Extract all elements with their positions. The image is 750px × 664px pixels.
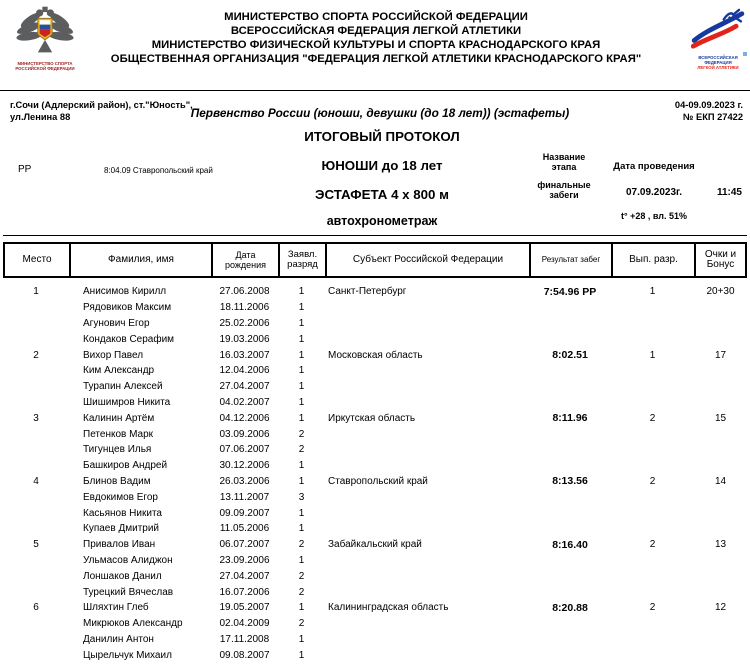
place-cell: 5 xyxy=(33,539,39,551)
rank-cell: 1 xyxy=(298,302,305,314)
dob-cell: 19.03.2006 xyxy=(219,333,270,345)
dob-cell: 04.02.2007 xyxy=(219,396,270,408)
place-cell: 1 xyxy=(33,286,39,298)
rank-cell: 1 xyxy=(298,412,305,424)
federation-swoosh-icon xyxy=(691,8,745,50)
rank-cell: 2 xyxy=(298,618,305,630)
rank-cell: 2 xyxy=(298,570,305,582)
team-row-line xyxy=(3,553,747,569)
name-cell: Ульмасов Алиджон xyxy=(83,554,173,566)
ministry-of-sport-emblem xyxy=(12,4,78,71)
name-cell: Башкиров Андрей xyxy=(83,460,168,472)
rank-cell: 1 xyxy=(298,317,305,329)
points-cell: 20+30 xyxy=(706,286,735,298)
logo-blue-square xyxy=(743,52,747,56)
org-line-1: МИНИСТЕРСТВО СПОРТА РОССИЙСКОЙ ФЕДЕРАЦИИ xyxy=(224,11,528,23)
team-row-line xyxy=(3,363,747,379)
region-cell: Забайкальский край xyxy=(328,539,422,551)
name-cell: Шляхтин Глеб xyxy=(83,602,149,614)
name-cell: Кондаков Серафим xyxy=(83,333,175,345)
header-divider xyxy=(0,90,750,91)
team-row-line xyxy=(3,521,747,537)
name-cell: Ким Александр xyxy=(83,365,155,377)
event-date-value: 07.09.2023г. xyxy=(626,187,682,198)
athletics-federation-logo xyxy=(689,8,747,71)
result-cell: 8:13.56 xyxy=(552,475,588,488)
weather-conditions: t° +28 , вл. 51% xyxy=(620,211,687,221)
team-row-line xyxy=(3,426,747,442)
rank-cell: 1 xyxy=(298,381,305,393)
dob-cell: 07.06.2007 xyxy=(219,444,270,456)
event-name: ЭСТАФЕТА 4 х 800 м xyxy=(315,187,449,202)
team-row-line xyxy=(3,584,747,600)
ekp-number: № ЕКП 27422 xyxy=(683,111,743,122)
team-row-first-line xyxy=(3,347,747,363)
rank-cell: 1 xyxy=(298,602,305,614)
rank-cell: 1 xyxy=(298,633,305,645)
rank-cell: 1 xyxy=(298,333,305,345)
dob-cell: 09.08.2007 xyxy=(219,649,270,661)
name-cell: Лоншаков Данил xyxy=(83,570,162,582)
team-row-line xyxy=(3,489,747,505)
stage-name-value: финальные забеги xyxy=(537,180,591,200)
col-header-rank: Заявл. разряд xyxy=(280,244,327,276)
dob-cell: 27.04.2007 xyxy=(219,381,270,393)
dob-cell: 23.09.2006 xyxy=(219,554,270,566)
place-cell: 4 xyxy=(33,475,39,487)
rank-cell: 2 xyxy=(298,428,305,440)
rank-cell: 1 xyxy=(298,286,305,298)
team-row-first-line xyxy=(3,537,747,553)
event-time-value: 11:45 xyxy=(716,187,742,198)
dob-cell: 03.09.2006 xyxy=(219,428,270,440)
col-header-dob: Дата рождения xyxy=(213,244,280,276)
dob-cell: 17.11.2008 xyxy=(219,633,270,645)
rank-cell: 1 xyxy=(298,349,305,361)
double-eagle-icon xyxy=(16,4,74,56)
table-top-rule xyxy=(3,235,747,236)
region-cell: Ставропольский край xyxy=(328,475,428,487)
name-cell: Тигунцев Илья xyxy=(83,444,152,456)
name-cell: Турецкий Вячеслав xyxy=(83,586,174,598)
right-logo-caption-line2: ЛЕГКОЙ АТЛЕТИКИ xyxy=(697,65,739,71)
team-row-line xyxy=(3,568,747,584)
rank-cell: 2 xyxy=(298,444,305,456)
name-cell: Анисимов Кирилл xyxy=(83,286,167,298)
event-date-label: Дата проведения xyxy=(613,161,695,172)
rank-cell: 2 xyxy=(298,586,305,598)
team-row-first-line xyxy=(3,284,747,300)
vyp-cell: 2 xyxy=(649,539,656,551)
name-cell: Данилин Антон xyxy=(83,633,154,645)
rank-cell: 1 xyxy=(298,365,305,377)
rank-cell: 1 xyxy=(298,507,305,519)
team-row-first-line xyxy=(3,410,747,426)
name-cell: Петенков Марк xyxy=(83,428,154,440)
rank-cell: 1 xyxy=(298,475,305,487)
rank-cell: 1 xyxy=(298,649,305,661)
dob-cell: 04.12.2006 xyxy=(219,412,270,424)
name-cell: Калинин Артём xyxy=(83,412,155,424)
vyp-cell: 2 xyxy=(649,602,656,614)
team-row-first-line xyxy=(3,474,747,490)
dob-cell: 11.05.2006 xyxy=(219,523,270,535)
vyp-cell: 1 xyxy=(649,286,656,298)
col-header-region: Субъект Российской Федерации xyxy=(327,244,531,276)
vyp-cell: 2 xyxy=(649,475,656,487)
dob-cell: 13.11.2007 xyxy=(219,491,270,503)
age-category: ЮНОШИ до 18 лет xyxy=(321,158,443,173)
name-cell: Блинов Вадим xyxy=(83,475,151,487)
team-row-first-line xyxy=(3,600,747,616)
name-cell: Купаев Дмитрий xyxy=(83,523,160,535)
results-table-body xyxy=(3,284,747,663)
team-row-line xyxy=(3,458,747,474)
record-code: РР xyxy=(18,164,32,175)
stage-name-label: Название этапа xyxy=(542,152,586,172)
points-cell: 15 xyxy=(714,412,727,424)
results-table-header xyxy=(3,242,747,278)
dob-cell: 19.05.2007 xyxy=(219,602,270,614)
rank-cell: 2 xyxy=(298,539,305,551)
organization-header xyxy=(70,11,682,67)
name-cell: Цырельчук Михаил xyxy=(83,649,172,661)
team-row-line xyxy=(3,300,747,316)
team-row-line xyxy=(3,647,747,663)
dob-cell: 06.07.2007 xyxy=(219,539,270,551)
name-cell: Турапин Алексей xyxy=(83,381,163,393)
name-cell: Касьянов Никита xyxy=(83,507,162,519)
team-row-line xyxy=(3,331,747,347)
team-row-line xyxy=(3,632,747,648)
dob-cell: 16.07.2006 xyxy=(219,586,270,598)
team-row-line xyxy=(3,442,747,458)
dob-cell: 12.04.2006 xyxy=(219,365,270,377)
dob-cell: 18.11.2006 xyxy=(219,302,270,314)
dob-cell: 27.06.2008 xyxy=(219,286,270,298)
dates-line: 04-09.09.2023 г. xyxy=(674,100,743,110)
place-cell: 6 xyxy=(33,602,39,614)
rank-cell: 1 xyxy=(298,554,305,566)
points-cell: 13 xyxy=(714,539,727,551)
col-header-name: Фамилия, имя xyxy=(71,244,213,276)
col-header-result: Результат забег xyxy=(531,244,613,276)
region-cell: Московская область xyxy=(328,349,423,361)
result-cell: 8:11.96 xyxy=(552,412,588,425)
rank-cell: 1 xyxy=(298,523,305,535)
dob-cell: 27.04.2007 xyxy=(219,570,270,582)
team-row-line xyxy=(3,616,747,632)
col-header-vyp: Вып. разр. xyxy=(613,244,696,276)
rank-cell: 3 xyxy=(298,491,305,503)
region-cell: Санкт-Петербург xyxy=(328,286,407,298)
team-row-line xyxy=(3,379,747,395)
rank-cell: 1 xyxy=(298,460,305,472)
left-logo-caption-line1: МИНИСТЕРСТВО СПОРТА xyxy=(17,61,73,66)
record-note: 8:04.09 Ставропольский край xyxy=(104,166,213,175)
result-cell: 8:02.51 xyxy=(552,349,588,362)
name-cell: Агунович Егор xyxy=(83,317,150,329)
dob-cell: 25.02.2006 xyxy=(219,317,270,329)
name-cell: Привалов Иван xyxy=(83,539,156,551)
dob-cell: 30.12.2006 xyxy=(219,460,270,472)
org-line-2: ВСЕРОССИЙСКАЯ ФЕДЕРАЦИЯ ЛЕГКОЙ АТЛЕТИКИ xyxy=(230,24,522,37)
result-cell: 8:20.88 xyxy=(552,601,588,614)
dob-cell: 16.03.2007 xyxy=(219,349,270,361)
name-cell: Рядовиков Максим xyxy=(83,302,172,314)
name-cell: Вихор Павел xyxy=(83,349,144,361)
dob-cell: 09.09.2007 xyxy=(219,507,270,519)
rank-cell: 1 xyxy=(298,396,305,408)
right-logo-caption-line1: ВСЕРОССИЙСКАЯ ФЕДЕРАЦИЯ xyxy=(698,55,738,66)
vyp-cell: 2 xyxy=(649,412,656,424)
team-row-line xyxy=(3,316,747,332)
org-line-4: ОБЩЕСТВЕННАЯ ОРГАНИЗАЦИЯ "ФЕДЕРАЦИЯ ЛЕГКОЙ АТЛЕТИКИ КРАСНОДАРСКОГО КРАЯ" xyxy=(110,52,642,65)
result-cell: 7:54.96 РР xyxy=(543,285,597,298)
col-header-points: Очки и Бонус xyxy=(704,248,737,270)
result-cell: 8:16.40 xyxy=(552,538,588,551)
left-logo-caption-line2: РОССИЙСКОЙ ФЕДЕРАЦИИ xyxy=(15,66,75,72)
points-cell: 14 xyxy=(714,475,727,487)
dob-cell: 02.04.2009 xyxy=(219,618,270,630)
timing-method: автохронометраж xyxy=(326,214,438,228)
team-row-line xyxy=(3,395,747,411)
dob-cell: 26.03.2006 xyxy=(219,475,270,487)
region-cell: Калининградская область xyxy=(328,602,449,614)
protocol-title: ИТОГОВЫЙ ПРОТОКОЛ xyxy=(304,129,460,144)
vyp-cell: 1 xyxy=(649,349,656,361)
name-cell: Евдокимов Егор xyxy=(83,491,158,503)
competition-dates xyxy=(573,100,743,123)
competition-title: Первенство России (юноши, девушки (до 18 лет)) (эстафеты) xyxy=(190,106,570,120)
place-cell: 2 xyxy=(33,349,39,361)
region-cell: Иркутская область xyxy=(328,412,416,424)
team-row-line xyxy=(3,505,747,521)
place-cell: 3 xyxy=(33,412,39,424)
venue-line-1: г.Сочи (Адлерский район), ст."Юность", xyxy=(10,100,193,110)
org-line-3: МИНИСТЕРСТВО ФИЗИЧЕСКОЙ КУЛЬТУРЫ И СПОРТА КРАСНОДАРСКОГО КРАЯ xyxy=(151,38,601,51)
points-cell: 12 xyxy=(714,602,727,614)
col-header-place: Место xyxy=(5,244,71,276)
points-cell: 17 xyxy=(714,349,727,361)
name-cell: Микрюков Александр xyxy=(83,618,183,630)
venue-line-2: ул.Ленина 88 xyxy=(10,111,71,122)
name-cell: Шишимров Никита xyxy=(83,396,171,408)
